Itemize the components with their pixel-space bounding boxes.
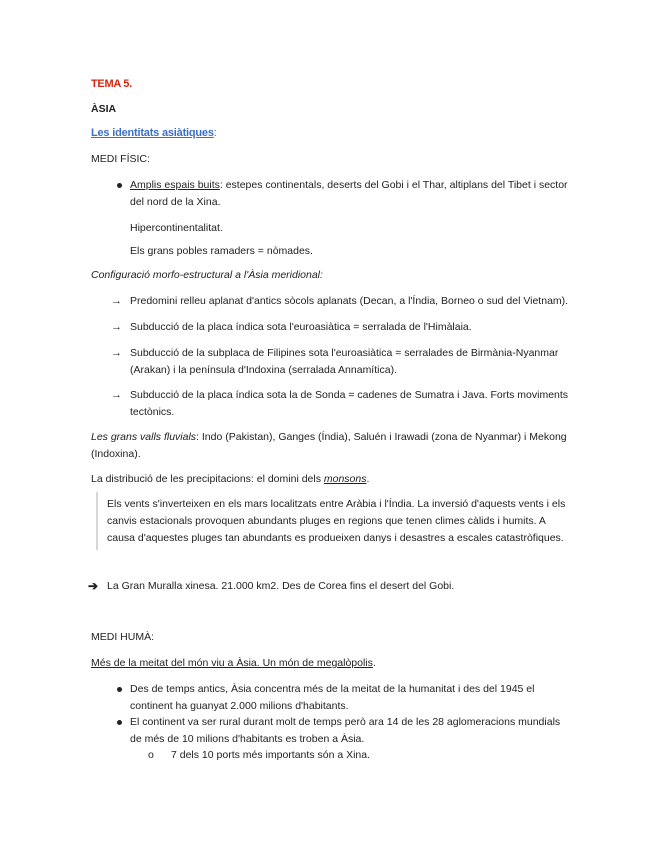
medi-fisic-label: MEDI FÍSIC:	[91, 153, 150, 165]
arrow-item-3: Subducció de la subplaca de Filipines sota l'euroasiàtica = serralades de Birmània-Nyanmar	[130, 347, 559, 359]
medi-huma-headline	[91, 657, 376, 669]
section-heading-colon: :	[213, 127, 217, 139]
arrow-item-1: Predomini relleu aplanat d'antics sòcols aplanats (Decan, a l'Índia, Borneo o sud del Vietnam).	[130, 295, 569, 307]
bullet-dot	[117, 720, 122, 725]
bullet-amplis	[130, 179, 568, 191]
huma-sub-bullet: 7 dels 10 ports més importants són a Xina.	[171, 749, 371, 761]
quote-bar	[96, 492, 98, 550]
medi-huma-label: MEDI HUMÀ:	[91, 631, 154, 643]
page-title: ÀSIA	[91, 103, 117, 115]
arrow-icon: →	[111, 295, 122, 307]
bullet-dot	[117, 183, 122, 188]
medi-huma-headline-text: Més de la meitat del món viu a Àsia. Un món de megalòpolis	[91, 657, 373, 669]
huma-bullet-2: El continent va ser rural durant molt de temps però ara 14 de les 28 aglomeracions mundials	[130, 716, 561, 728]
arrow-item-2: Subducció de la placa índica sota l'euroasiàtica = serralada de l'Himàlaia.	[130, 321, 472, 333]
valls-text: : Indo (Pakistan), Ganges (Índia), Saluén i Irawadi (zona de Nyanmar) i Mekong	[196, 431, 567, 443]
huma-bullet-1-cont: continent ha guanyat 2.000 milions d'habitants.	[130, 700, 349, 712]
bullet-amplis-text: : estepes continentals, deserts del Gobi i el Thar, altiplans del Tibet i sector	[219, 179, 568, 191]
valls-label: Les grans valls fluvials	[91, 431, 197, 443]
arrow-item-4: Subducció de la placa índica sota la de Sonda = cadenes de Sumatra i Java. Forts moviments	[130, 389, 569, 401]
huma-bullet-1: Des de temps antics, Àsia concentra més de la meitat de la humanitat i des del 1945 el	[130, 683, 535, 695]
bullet-amplis-cont: del nord de la Xina.	[130, 196, 221, 208]
sub-hipercontinentalitat: Hipercontinentalitat.	[130, 222, 223, 234]
arrow-item-3-cont: (Arakan) i la península d'Indoxina (serralada Annamítica).	[130, 364, 397, 376]
section-heading-text: Les identitats asiàtiques	[91, 127, 214, 139]
precip-paragraph	[91, 473, 369, 485]
valls-paragraph	[91, 431, 567, 443]
config-label: Configuració morfo-estructural a l'Àsia meridional:	[91, 269, 323, 281]
precip-end: .	[366, 473, 370, 485]
arrow-icon: →	[111, 347, 122, 359]
arrow-bullet-icon: ➔	[88, 579, 99, 593]
valls-cont: (Indoxina).	[91, 448, 141, 460]
precip-text: La distribució de les precipitacions: el domini dels	[91, 473, 324, 485]
sub-ramaders: Els grans pobles ramaders = nòmades.	[130, 245, 313, 257]
topic-number: TEMA 5.	[91, 78, 132, 90]
arrow-item-4-cont: tectònics.	[130, 406, 175, 418]
section-heading	[91, 127, 217, 139]
bullet-dot	[117, 687, 122, 692]
sub-bullet-marker: o	[148, 749, 154, 761]
quote-line-3: causa d'aquestes pluges tan abundants es produeixen danys i desastres a escales catastròfiques.	[107, 532, 564, 544]
arrow-icon: →	[111, 321, 122, 333]
precip-term: monsons	[323, 473, 367, 485]
arrow-icon: →	[111, 389, 122, 401]
muralla-note: La Gran Muralla xinesa. 21.000 km2. Des de Corea fins el desert del Gobi.	[107, 580, 455, 592]
medi-huma-headline-end: .	[372, 657, 376, 669]
bullet-amplis-term: Amplis espais buits	[130, 179, 220, 191]
quote-line-2: canvis estacionals provoquen abundants pluges en regions que tenen climes càlids i humits. A	[107, 515, 546, 527]
quote-line-1: Els vents s'inverteixen en els mars localitzats entre Aràbia i l'Índia. La inversió d'aquests vents i els	[107, 498, 566, 510]
huma-bullet-2-cont: de més de 10 milions d'habitants es troben a Àsia.	[130, 733, 365, 745]
